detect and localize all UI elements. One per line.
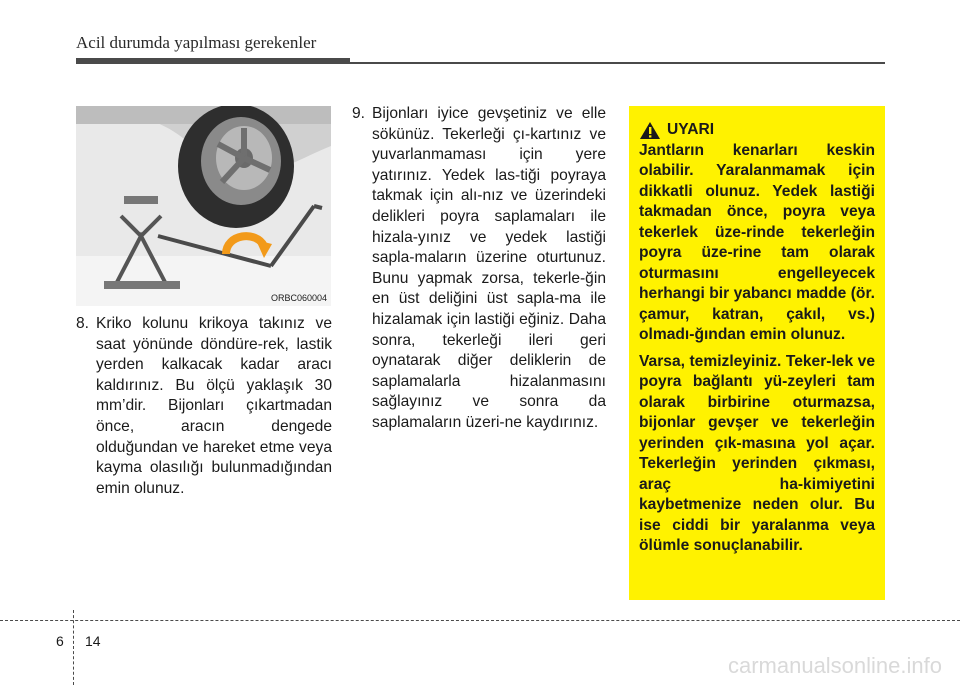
header-thin-rule [350,62,885,64]
warning-paragraph-2: Varsa, temizleyiniz. Teker-lek ve poyra bağlantı yü-zeyleri tam olarak birbirine oturmazsa, bijonlar gevşer ve tekerleğin yerinden çık-masına yol açar. Tekerleğin yerinden çıkması, araç ha-kimiyetini kaybetmenize neden olur. Bu ise ciddi bir yaralanma veya ölümle sonuçlanabilir. [639,352,875,554]
warning-title: UYARI [667,121,715,138]
footer-dashed-divider [73,610,74,685]
warning-paragraph-1: Jantların kenarları keskin olabilir. Yaralanmamak için dikkatli olunuz. Yedek lastiği takmadan önce, poyra veya tekerlek üze-rinde tekerleğin poyra üze-rine tam olarak oturmasını engelleyecek herhangi bir yabancı madde (ör. çamur, katran, çakıl, vs.) olmadı-ğından emin olunuz. [639,141,875,343]
figure-code: ORBC060004 [270,293,327,303]
warning-box [629,106,885,600]
step-8-text: Kriko kolunu krikoya takınız ve saat yönünde döndüre-rek, lastik yerden kalkacak kadar aracı kaldırınız. Bu ölçü yaklaşık 30 mm’dir. Bijonları çıkartmadan önce, aracın dengede olduğundan ve hareket etme veya kayma olasılığı bulunmadığından emin olunuz. [96,315,332,497]
page-number: 14 [85,633,101,649]
watermark-text: carmanualsonline.info [727,653,942,678]
chapter-number: 6 [56,633,64,649]
warning-triangle-icon [639,121,661,140]
step-9-number: 9. [352,105,366,122]
warning-heading [639,120,875,141]
jack-illustration [76,106,331,306]
step-8 [76,314,332,499]
header-thick-rule [76,58,350,64]
step-8-number: 8. [76,315,90,332]
page-header-title: Acil durumda yapılması gerekenler [76,33,317,52]
step-9 [352,104,606,434]
step-9-text: Bijonları iyice gevşetiniz ve elle sökünüz. Tekerleği çı-kartınız ve yuvarlanmaması için yere yatırınız. Yedek las-tiği poyraya takmak için alı-nız ve üzerindeki delikleri poyra saplamaları ile hizala-yınız ve yedek lastiği sapla-maların üzerine oturtunuz. Bunu yapmak zorsa, tekerle-ğin en üst deliğini üst sapla-ma ile hizalamak için lastiği eğiniz. Daha sonra, tekerleği ileri geri oynatarak diğer deliklerin de saplamalarla hizalanmasını sağlayınız ve sonra da saplamaların üzeri-ne kaydırınız. [372,105,606,431]
car-jack-image [76,106,331,306]
footer-dashed-rule [0,620,960,621]
